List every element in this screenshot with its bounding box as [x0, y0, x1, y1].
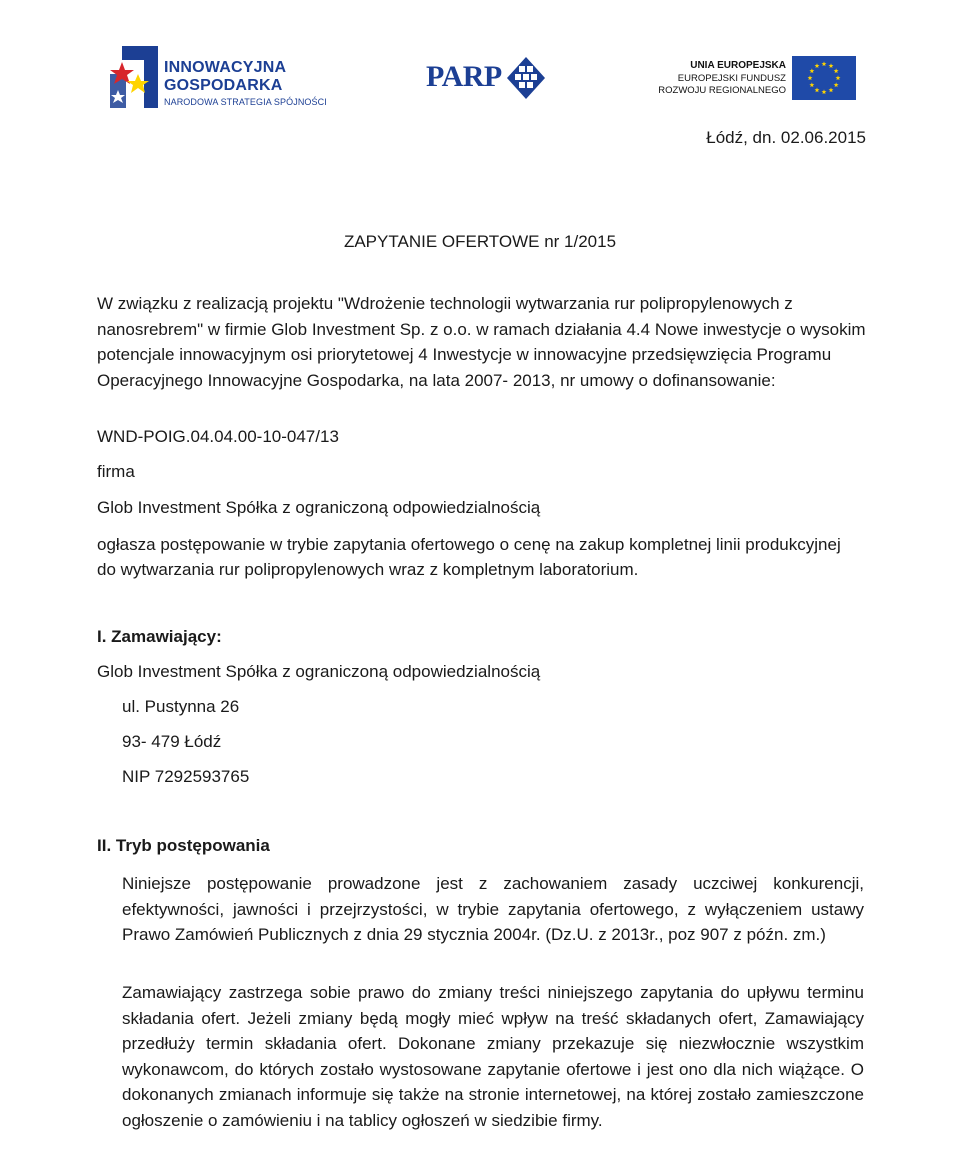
firma-label: firma: [97, 462, 135, 481]
section-1-heading: I. Zamawiający:: [97, 627, 222, 646]
logo-line-2: GOSPODARKA: [164, 77, 283, 94]
intro-paragraph: W związku z realizacją projektu "Wdrożenie technologii wytwarzania rur polipropylenowych z nanosrebrem" w firmie Glob Investment Sp. z o.o. w ramach działania 4.4 Nowe inwestycje o wysokim potencjale innowacyjnym osi priorytetowej 4 Inwestycje w innowacyjne przedsięwzięcia Programu Operacyjnego Innowacyjne Gospodarka, na lata 2007- 2013, nr umowy o dofinansowanie:: [97, 294, 866, 390]
parp-diamond-icon: [506, 56, 546, 100]
eu-fund-logo: [660, 56, 856, 100]
orderer-street: ul. Pustynna 26: [122, 697, 240, 716]
innowacyjna-gospodarka-mark-icon: [108, 44, 160, 110]
orderer-company: Glob Investment Spółka z ograniczoną odpowiedzialnością: [97, 662, 541, 681]
procedure-paragraph-2: Zamawiający zastrzega sobie prawo do zmiany treści niniejszego zapytania do upływu terminu składania ofert. Jeżeli zmiany będą mogły mieć wpływ na treść składanych ofert, Zamawiający przedłuży termin składania ofert. Dokonane zmiany przekazuje się niezwłocznie wszystkim wykonawcom, do których zostało wystosowane zapytanie ofertowe i jest ono dla nich wiążące. O dokonanych zmianach informuje się także na stronie internetowej, na której zostało zamieszczone ogłoszenie o zamówieniu i na tablicy ogłoszeń w siedzibie firmy.: [122, 983, 864, 1130]
document-title: ZAPYTANIE OFERTOWE nr 1/2015: [343, 232, 617, 251]
logo-line-1: INNOWACYJNA: [164, 59, 287, 76]
announcement-paragraph: ogłasza postępowanie w trybie zapytania ofertowego o cenę na zakup kompletnej linii produkcyjnej do wytwarzania rur polipropylenowych wraz z kompletnym laboratorium.: [97, 535, 841, 579]
company-name: Glob Investment Spółka z ograniczoną odpowiedzialnością: [97, 498, 541, 517]
orderer-nip: NIP 7292593765: [122, 767, 250, 786]
parp-logo-text: PARP: [426, 60, 502, 93]
parp-logo: [426, 56, 546, 100]
eu-flag-icon: [792, 56, 856, 100]
logo-line-3: NARODOWA STRATEGIA SPÓJNOŚCI: [164, 97, 327, 107]
eu-logo-line-3: ROZWOJU REGIONALNEGO: [658, 85, 786, 96]
document-date: Łódź, dn. 02.06.2015: [706, 128, 866, 147]
innowacyjna-gospodarka-logo: [108, 44, 327, 112]
eu-logo-line-2: EUROPEJSKI FUNDUSZ: [677, 73, 786, 84]
contract-code: WND-POIG.04.04.00-10-047/13: [97, 427, 339, 446]
orderer-city: 93- 479 Łódź: [122, 732, 222, 751]
procedure-paragraph-1: Niniejsze postępowanie prowadzone jest z zachowaniem zasady uczciwej konkurencji, efektywności, jawności i przejrzystości, w trybie zapytania ofertowego, z wyłączeniem ustawy Prawo Zamówień Publicznych z dnia 29 stycznia 2004r. (Dz.U. z 2013r., poz 907 z późn. zm.): [122, 874, 864, 944]
eu-logo-line-1: UNIA EUROPEJSKA: [690, 60, 786, 71]
section-2-heading: II. Tryb postępowania: [97, 836, 270, 855]
